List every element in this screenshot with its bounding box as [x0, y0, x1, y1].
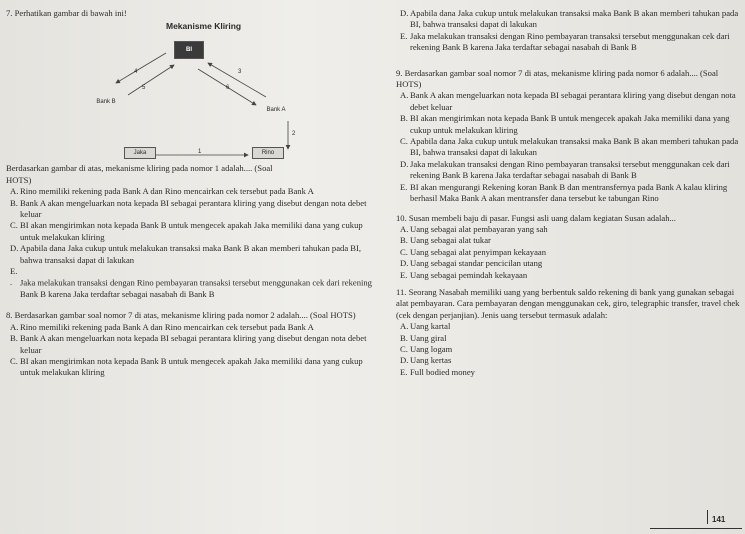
right-column — [396, 8, 742, 378]
left-column — [6, 8, 382, 379]
question-8-options-cont — [396, 8, 742, 54]
question-11-text: 11. Seorang Nasabah memiliki uang yang berbentuk saldo rekening di bank yang gunakan sebagai alat pembayaran. Cara pembayaran dengan menggunakan cek, giro, telegraphic transfer, travel chek (cek dengan perjanjian). Jenis uang tersebut termasuk adalah: — [396, 286, 740, 320]
question-7-text: Berdasarkan gambar di atas, mekanisme kliring pada nomor 1 adalah.... (Soal — [6, 163, 273, 174]
q8-option-a[interactable]: A. Rino memiliki rekening pada Bank A dan Rino mencairkan cek tersebut pada Bank A — [10, 321, 314, 332]
q8-option-c[interactable]: C. BI akan mengirimkan nota kepada Bank B untuk mengecek apakah Jaka memiliki dana yang cukup untuk melakukan kliring — [10, 355, 363, 378]
question-8-options — [6, 322, 382, 379]
page-number: 141 — [712, 515, 726, 524]
page-footer-line — [650, 528, 742, 529]
q11-option-b[interactable]: B. Uang giral — [400, 332, 447, 343]
q9-option-d[interactable]: D. Jaka melakukan transaksi dengan Rino pembayaran transaksi tersebut menggunakan cek dari rekening Bank B karena Jaka terdaftar sebagai nasabah di Bank B — [400, 158, 730, 181]
node-bank-a: Bank A — [266, 107, 286, 114]
q9-option-a[interactable]: A. Bank A akan mengeluarkan nota kepada BI sebagai perantara kliring yang disebut dengan nota debet keluar — [400, 90, 736, 112]
step-6-label: 6 — [226, 85, 230, 92]
q7-option-a[interactable]: A. Rino memiliki rekening pada Bank A dan Rino mencairkan cek tersebut pada Bank A — [10, 186, 314, 197]
question-9-options — [396, 90, 742, 204]
q11-option-a[interactable]: A. Uang kartal — [400, 321, 451, 332]
q9-option-b[interactable]: B. BI akan mengirimkan nota kepada Bank B untuk mengecek apakah Jaka memiliki dana yang cukup untuk melakukan kliring — [400, 113, 730, 135]
question-8-text: 8. Berdasarkan gambar soal nomor 7 di atas, mekanisme kliring pada nomor 2 adalah.... (Soal HOTS) — [6, 310, 356, 321]
page-number-divider — [707, 510, 708, 524]
q10-option-c[interactable]: C. Uang sebagai alat penyimpan kekayaan — [400, 246, 547, 257]
q10-option-d[interactable]: D. Uang sebagai standar pencicilan utang — [400, 258, 543, 269]
q8-option-d[interactable]: D. Apabila dana Jaka cukup untuk melakukan transaksi maka Bank B akan memberi tahukan pada BI, bahwa transaksi dapat di lakukan — [400, 8, 739, 30]
step-2-label: 2 — [292, 131, 296, 138]
q7-option-c[interactable]: C. BI akan mengirimkan nota kepada Bank B untuk mengecek apakah Jaka memiliki dana yang cukup untuk melakukan kliring — [10, 220, 363, 242]
node-bi: BI — [174, 41, 204, 59]
diagram-title: Mekanisme Kliring — [166, 21, 242, 32]
q9-option-c[interactable]: C. Apabila dana Jaka cukup untuk melakukan transaksi maka Bank B akan memberi tahukan pada BI, bahwa transaksi dapat di lakukan — [400, 136, 739, 158]
step-4-label: 4 — [134, 69, 138, 76]
question-7-prompt: 7. Perhatikan gambar di bawah ini! — [6, 8, 127, 18]
question-7-text-cont: HOTS) — [6, 174, 32, 185]
question-10-options — [396, 224, 742, 281]
q11-option-c[interactable]: C. Uang logam — [400, 343, 453, 354]
q11-option-d[interactable]: D. Uang kertas — [400, 355, 452, 366]
q10-option-e[interactable]: E. Uang sebagai pemindah kekayaan — [400, 269, 528, 280]
q8-option-b[interactable]: B. Bank A akan mengeluarkan nota kepada BI sebagai perantara kliring yang disebut dengan nota debet keluar — [10, 333, 367, 355]
q9-option-e[interactable]: E. BI akan mengurangi Rekening koran Bank B dan mentransfernya pada Bank A kalau kliring berhasil Maka Bank A akan mentransfer dana tersebut ke tabungan Rino — [400, 181, 728, 204]
q7-option-d[interactable]: D. Apabila dana Jaka cukup untuk melakukan transaksi maka Bank B akan memberi tahukan pada BI, bahwa transaksi dapat di lakukan — [10, 243, 362, 265]
clearing-mechanism-diagram — [56, 21, 326, 159]
step-3-label: 3 — [238, 69, 242, 76]
step-5-label: 5 — [142, 85, 146, 92]
q10-option-a[interactable]: A. Uang sebagai alat pembayaran yang sah — [400, 223, 548, 234]
question-10-text: 10. Susan membeli baju di pasar. Fungsi asli uang dalam kegiatan Susan adalah... — [396, 212, 676, 223]
q8-option-e[interactable]: E. Jaka melakukan transaksi dengan Rino pembayaran transaksi tersebut menggunakan cek dari rekening Bank B karena Jaka terdaftar sebagai nasabah di Bank B — [400, 30, 730, 53]
node-bank-b: Bank B — [96, 99, 116, 106]
q7-option-b[interactable]: B. Bank A akan mengeluarkan nota kepada BI sebagai perantara kliring yang disebut dengan nota debet keluar — [10, 197, 367, 220]
q7-option-e[interactable]: E. . Jaka melakukan transaksi dengan Rino pembayaran transaksi tersebut menggunakan cek dari rekening Bank B karena Jaka terdaftar sebagai nasabah di Bank B — [10, 266, 372, 299]
question-7-options — [6, 186, 382, 300]
q11-option-e[interactable]: E. Full bodied money — [400, 366, 475, 377]
arrow-4 — [116, 53, 166, 83]
q10-option-b[interactable]: B. Uang sebagai alat tukar — [400, 235, 491, 246]
arrow-3 — [208, 63, 266, 97]
node-jaka: Jaka — [124, 147, 156, 159]
question-11-options — [396, 321, 742, 378]
step-1-label: 1 — [198, 149, 202, 156]
node-rino: Rino — [252, 147, 284, 159]
question-9-text: 9. Berdasarkan gambar soal nomor 7 di atas, mekanisme kliring pada nomor 6 adalah.... (Soal HOTS) — [396, 67, 719, 90]
